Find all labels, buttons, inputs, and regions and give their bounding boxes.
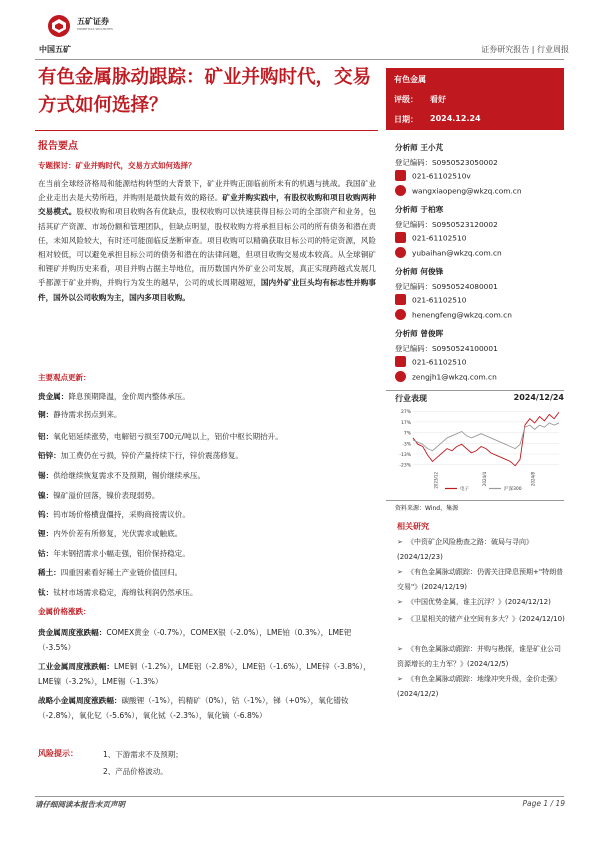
source-divider — [386, 500, 564, 501]
email-icon — [395, 247, 406, 258]
phone-icon — [395, 356, 406, 367]
y-tick-label: 7% — [403, 431, 411, 437]
analyst-phone: 021-61102510 — [395, 357, 466, 368]
series-line-a — [413, 412, 559, 465]
arrow-icon: ➢ — [397, 675, 403, 683]
title-divider — [35, 130, 378, 131]
x-tick-label: 2024/4 — [482, 472, 487, 487]
arrow-icon: ➢ — [397, 615, 403, 623]
para-intro: 在当前全球经济格局和能源结构转型的大背景下，矿业并购正面临前所未有的机遇与挑战。我国矿业企业走出去是大势所趋，并购则是最快最有效的路径。 — [38, 179, 376, 203]
update-item: 铅锌：加工费仍在亏损，锌价产量持续下行，锌价震荡修复。 — [38, 451, 244, 460]
update-item: 贵金属：降息预期降温，金价周内整体承压。 — [38, 392, 190, 401]
para-bold-1: 矿业并购实践中，有股权收购和项目收购两种交易模式。 — [38, 193, 377, 217]
y-tick-label: 17% — [400, 420, 411, 426]
para-bold-2: 国内外矿业巨头均有标志性并购事件，国外以公司收购为主，国内多项目收购。 — [38, 278, 377, 302]
update-item: 铝：氧化铝延续涨势，电解铝亏损至700元/吨以上，铝价中枢长期抬升。 — [38, 432, 283, 441]
series-line-b — [413, 423, 559, 451]
strategic-prices: 战略小金属周度涨跌幅：碳酸锂（-1%），钨精矿（0%），钴（-1%），锑（+0%），氧化镨钕（-2.8%），氧化钇（-5.6%），氧化铽（-2.3%），氧化镝（-6.8%） — [38, 696, 349, 720]
analyst-reg: 登记编码：S0950523050002 — [395, 158, 498, 167]
para-body: 股权收购和项目收购各有优缺点，股权收购可以快速获得目标公司的全部资产和业务，包括其矿产资源、市场份额和管理团队，但缺点明显，股权收购方将承担目标公司的所有债务和潜在责任，未知风险较大，有时还可能面临反垄断审查。项目收购可以精确获取目标公司的特定资源，风险相对较低，可以避免承担目标公司的债务和潜在的法律问题，但项目收购交易成本较高。从全球铜矿和锂矿并购历史来看，项目并购占据主导地位，而历数国内外矿业公司发展，真正实现跨越式发展几乎都源于矿业并购，并购行为发生的越早，公司的成长周期越短， — [38, 207, 376, 288]
topic-heading: 专题探讨：矿业并购时代，交易方式如何选择？ — [38, 161, 196, 170]
logo-sub: MINMETALS SECURITIES — [77, 27, 113, 31]
phone-icon — [395, 294, 406, 305]
email-icon — [395, 185, 406, 196]
company-logo — [35, 8, 135, 56]
related-item[interactable]: ➢ 《有色金属脉动跟踪：仍需关注降息预期+"特朗普交易"》(2024/12/19) — [397, 565, 565, 595]
analyst-phone: 021-61102510 — [395, 233, 466, 244]
update-item: 钴：年末钢招需求小幅走强，钼价保持稳定。 — [38, 549, 190, 558]
updates-heading: 主要观点更新： — [38, 373, 91, 382]
y-tick-label: -3% — [402, 442, 411, 448]
date-value: 2024.12.24 — [430, 114, 481, 123]
update-item: 钛：钛材市场需求稳定，海绵钛利润仍然承压。 — [38, 588, 198, 597]
legend-label: 沪深300 — [504, 487, 522, 492]
arrow-icon: ➢ — [397, 645, 403, 653]
related-item[interactable]: ➢ 《中国优势金属，谁主沉浮？》(2024/12/12) — [397, 595, 565, 610]
analyst-email[interactable]: henengfeng@wkzq.com.cn — [395, 310, 512, 321]
date-label: 日期： — [394, 115, 418, 124]
arrow-icon: ➢ — [397, 538, 403, 546]
related-item[interactable]: ➢ 《有色金属脉动跟踪：并购与勘探，谁是矿业公司资源增长的主力军？》(2024/12/5) — [397, 642, 565, 672]
analyst-reg: 登记编码：S0950524080001 — [395, 282, 498, 291]
analyst-email[interactable]: zengjh1@wkzq.com.cn — [395, 372, 497, 383]
phone-icon — [395, 170, 406, 181]
report-title: 有色金属脉动跟踪：矿业并购时代，交易方式如何选择？ — [38, 67, 372, 116]
chart-source: 资料来源：Wind，集源 — [395, 505, 459, 512]
performance-title: 行业表现 — [395, 394, 427, 403]
analyst-name: 分析师 王小芃 — [395, 143, 444, 152]
report-type: 证券研究报告 | 行业周报 — [481, 45, 569, 54]
analyst-name: 分析师 曾俊晖 — [395, 329, 444, 338]
update-item: 锡：供给继续恢复需求不及预期，锡价继续承压。 — [38, 471, 206, 480]
x-tick-label: 2024/8 — [530, 472, 536, 487]
email-icon — [395, 371, 406, 382]
x-tick-label: 2023/12 — [433, 472, 439, 489]
update-item: 锂：内外价差有所修复，光伏需求或触底。 — [38, 529, 183, 538]
related-item[interactable]: ➢ 《卫星相关的锗产业空间有多大？》(2024/12/10) — [397, 612, 565, 627]
y-tick-label: -13% — [399, 452, 411, 458]
related-item[interactable]: ➢ 《有色金属脉动跟踪：地缘冲突升级，金价走强》(2024/12/2) — [397, 672, 565, 702]
disclaimer-note: 请仔细阅读本报告末页声明 — [35, 800, 125, 809]
update-item: 铜：静待需求拐点到来。 — [38, 410, 122, 419]
analyst-email[interactable]: wangxiaopeng@wkzq.com.cn — [395, 186, 522, 197]
rating-label: 评级： — [394, 95, 418, 104]
update-item: 稀土：四重因素看好稀土产业链价值回归。 — [38, 568, 183, 577]
footer-divider — [35, 796, 564, 797]
industry-name: 有色金属 — [394, 75, 426, 84]
related-heading: 相关研究 — [397, 522, 429, 531]
analyst-name: 分析师 何俊锋 — [395, 267, 444, 276]
info-box — [386, 68, 564, 130]
analyst-phone: 021-61102510v — [395, 171, 471, 182]
industrial-prices: 工业金属周度涨跌幅：LME铜（-1.2%），LME铝（-2.8%），LME铅（-1.6%），LME锌（-3.8%），LME镍（-3.2%），LME锡（-1.3%） — [38, 662, 371, 686]
perf-divider — [386, 390, 564, 391]
risk-item: 1、下游需求不及预期； — [103, 750, 183, 759]
analyst-phone: 021-61102510 — [395, 295, 466, 306]
phone-icon — [395, 232, 406, 243]
summary-heading: 报告要点 — [38, 141, 78, 152]
logo-cn: 中国五矿 — [39, 45, 71, 54]
precious-prices: 贵金属周度涨跌幅：COMEX黄金（-0.7%），COMEX银（-2.0%），LME铂（0.3%），LME钯（-3.5%） — [38, 628, 352, 652]
arrow-icon: ➢ — [397, 598, 403, 606]
risk-label: 风险提示： — [38, 749, 78, 758]
y-tick-label: 27% — [400, 410, 411, 416]
page-number: Page 1 / 19 — [522, 799, 565, 808]
risk-item: 2、产品价格波动。 — [103, 767, 168, 776]
email-icon — [395, 309, 406, 320]
analyst-name: 分析师 于柏寒 — [395, 205, 444, 214]
analyst-email[interactable]: yubaihan@wkzq.com.cn — [395, 248, 502, 259]
rating-value: 看好 — [430, 95, 446, 104]
performance-chart — [393, 404, 564, 494]
analyst-reg: 登记编码：S0950523120002 — [395, 220, 498, 229]
header-divider — [35, 59, 564, 60]
minmetals-logo-icon — [47, 14, 71, 38]
performance-date: 2024/12/24 — [513, 393, 564, 402]
summary-paragraph — [38, 177, 376, 305]
prices-heading: 金属价格涨跌： — [38, 607, 91, 616]
related-item[interactable]: ➢ 《中资矿企风险勘查之路：破局与寻向》(2024/12/23) — [397, 535, 565, 565]
update-item: 镍：镍矿溢价回落，镍价表现弱势。 — [38, 491, 160, 500]
legend-label: 电子 — [460, 487, 469, 492]
analyst-reg: 登记编码：S0950524100001 — [395, 344, 498, 353]
logo-name: 五矿证券 — [77, 17, 109, 26]
update-item: 钨：钨市场价格横盘僵持，采购商接需议价。 — [38, 510, 190, 519]
y-tick-label: -23% — [399, 463, 411, 469]
arrow-icon: ➢ — [397, 568, 403, 576]
